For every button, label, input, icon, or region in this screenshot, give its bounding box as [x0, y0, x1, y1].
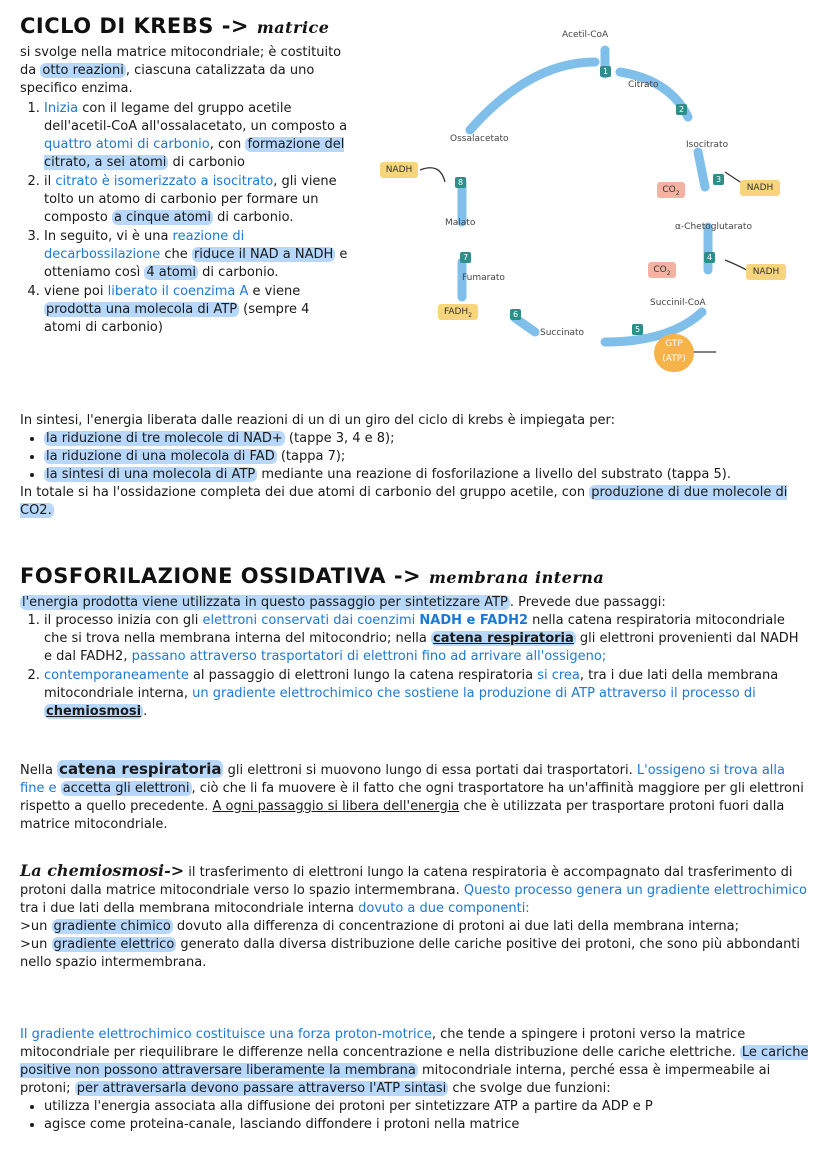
krebs-title: CICLO DI KREBS -> matrice	[20, 14, 330, 38]
krebs-step-1: 1. Inizia con il legame del gruppo acetile dell'acetil-CoA all'ossalacetato, un composto a quattro atomi di carbonio, con formazione del citrato, a sei atomi di carbonio	[44, 100, 350, 172]
krebs-intro: si svolge nella matrice mitocondriale; è costituito da otto reazioni , ciascuna catalizzata da uno specifico enzima.	[20, 45, 342, 96]
krebs-cycle-diagram	[370, 22, 810, 382]
compound-chetoglutarato: α-Chetoglutarato	[675, 222, 752, 232]
compound-fumarato: Fumarato	[462, 273, 505, 283]
step-badge-3: 3	[713, 174, 724, 185]
step-badge-2: 2	[676, 104, 687, 115]
chemio-p1: La chemiosmosi-> il trasferimento di elettroni lungo la catena respiratoria è accompagnato dal trasferimento di protoni dalla matrice mitocondriale verso lo spazio intermembrana. Questo processo genera un gradiente elettrochimico tra i due lati della membrana mitocondriale interna dovuto a due componenti:	[20, 861, 808, 916]
compound-ossalacetato: Ossalacetato	[450, 134, 509, 144]
atp-sintasi-fn-1: • utilizza l'energia associata alla diffusione dei protoni per sintetizzare ATP a partire da ADP e P	[44, 1098, 810, 1116]
step-badge-1: 1	[600, 66, 611, 77]
atp-sintasi-fn-2: • agisce come proteina-canale, lasciando diffondere i protoni nella matrice	[44, 1116, 810, 1134]
nadh-box-4: NADH	[746, 264, 786, 280]
chemio-p2: Il gradiente elettrochimico costituisce una forza proton-motrice, che tende a spingere i protoni verso la matrice mitocondriale per riequilibrare le differenze nella concentrazione e nella distribuzione delle cariche elettriche. Le cariche positive non possono attraversare liberamente la membrana mitocondriale interna, perché essa è impermeabile ai protoni; per attraversarla devono passare attraverso l'ATP sintasi che svolge due funzioni: • utilizza l'energia associata alla diffusione dei protoni per sintetizzare ATP a partire da ADP e P • agisce come proteina-canale, lasciando diffondere i protoni nella matrice	[20, 1026, 810, 1134]
krebs-step-4: 4. viene poi liberato il coenzima A e viene prodotta una molecola di ATP (sempre 4 atomi di carbonio)	[44, 283, 350, 337]
step-badge-6: 6	[510, 309, 521, 320]
fosfo-body: l'energia prodotta viene utilizzata in questo passaggio per sintetizzare ATP . Prevede due passaggi: 1. il processo inizia con gli elettroni conservati dai coenzimi NADH e FADH2 nella catena respiratoria mitocondriale che si trova nella membrana interna del mitocondrio; nella catena respiratoria gli elettroni provenienti dal NADH e dal FADH2, passano attraverso trasportatori di elettroni fino ad arrivare all'ossigeno; 2. contemporaneamente al passaggio di elettroni lungo la catena respiratoria si crea, tra i due lati della membrana mitocondriale interna, un gradiente elettrochimico che sostiene la produzione di ATP attraverso il processo di chemiosmosi .	[20, 594, 810, 722]
krebs-summary: In sintesi, l'energia liberata dalle reazioni di un di un giro del ciclo di krebs è impiegata per: • la riduzione di tre molecole di NAD+ (tappe 3, 4 e 8); • la riduzione di una molecola di FAD (tappa 7); • la sintesi di una molecola di ATP mediante una reazione di fosforilazione a livello del substrato (tappa 5). In totale si ha l'ossidazione completa dei due atomi di carbonio del gruppo acetile, con produzione di due molecole di CO2.	[20, 412, 810, 520]
compound-succinato: Succinato	[540, 328, 585, 338]
cycle-arrows	[370, 22, 810, 382]
compound-acetil-coa: Acetil-CoA	[562, 30, 609, 40]
compound-citrato: Citrato	[628, 80, 659, 90]
chemio-c2: >un gradiente elettrico generato dalla diversa distribuzione delle cariche positive dei protoni, che sono più abbondanti nello spazio intermembrana.	[20, 937, 801, 970]
compound-succinil-coa: Succinil-CoA	[650, 298, 706, 308]
fosfo-step-2: 2. contemporaneamente al passaggio di elettroni lungo la catena respiratoria si crea, tra i due lati della membrana mitocondriale interna, un gradiente elettrochimico che sostiene la produzione di ATP attraverso il processo di chemiosmosi .	[44, 667, 810, 721]
compound-malato: Malato	[445, 218, 476, 228]
step-badge-8: 8	[455, 177, 466, 188]
fosfo-title: FOSFORILAZIONE OSSIDATIVA -> membrana interna	[20, 564, 605, 588]
nadh-box-3: NADH	[740, 180, 780, 196]
step-badge-5: 5	[632, 324, 643, 335]
step-badge-7: 7	[460, 252, 471, 263]
summary-bullet-3: • la sintesi di una molecola di ATP mediante una reazione di fosforilazione a livello del substrato (tappa 5).	[44, 466, 810, 484]
fadh2-box-6: $FADH_2$	[438, 304, 478, 320]
co2-box-3: $CO_2$	[657, 182, 685, 198]
catena-paragraph: Nella catena respiratoria gli elettroni si muovono lungo di essa portati dai trasportatori. L'ossigeno si trova alla fine e accetta gli elettroni , ciò che li fa muovere è il fatto che ogni trasportatore ha un'affinità maggiore per gli elettroni rispetto a quello precedente. A ogni passaggio si libera dell'energia che è utilizzata per trasportare protoni fuori dalla matrice mitocondriale.	[20, 760, 804, 832]
krebs-step-3: 3. In seguito, vi è una reazione di decarbossilazione che riduce il NAD a NADH e otteniamo così 4 atomi di carbonio.	[44, 228, 350, 282]
fosfo-step-1: 1. il processo inizia con gli elettroni conservati dai coenzimi NADH e FADH2 nella catena respiratoria mitocondriale che si trova nella membrana interna del mitocondrio; nella catena respiratoria gli elettroni provenienti dal NADH e dal FADH2, passano attraverso trasportatori di elettroni fino ad arrivare all'ossigeno;	[44, 612, 810, 666]
co2-box-4: $CO_2$	[648, 262, 676, 278]
nadh-box-8: NADH	[380, 162, 418, 178]
krebs-total: In totale si ha l'ossidazione completa dei due atomi di carbonio del gruppo acetile, con produzione di due molecole di CO2.	[20, 485, 788, 518]
compound-isocitrato: Isocitrato	[686, 140, 729, 150]
chemio-c1: >un gradiente chimico dovuto alla differenza di concentrazione di protoni ai due lati della membrana interna;	[20, 919, 739, 934]
summary-bullet-1: • la riduzione di tre molecole di NAD+ (tappe 3, 4 e 8);	[44, 430, 810, 448]
step-badge-4: 4	[704, 252, 715, 263]
gtp-atp-circle: GTP (ATP)	[654, 334, 694, 372]
summary-bullet-2: • la riduzione di una molecola di FAD (tappa 7);	[44, 448, 810, 466]
krebs-steps	[20, 100, 350, 338]
chemio-section	[20, 862, 810, 972]
krebs-step-2: 2. il citrato è isomerizzato a isocitrato, gli viene tolto un atomo di carbonio per formare un composto a cinque atomi di carbonio.	[44, 173, 350, 227]
